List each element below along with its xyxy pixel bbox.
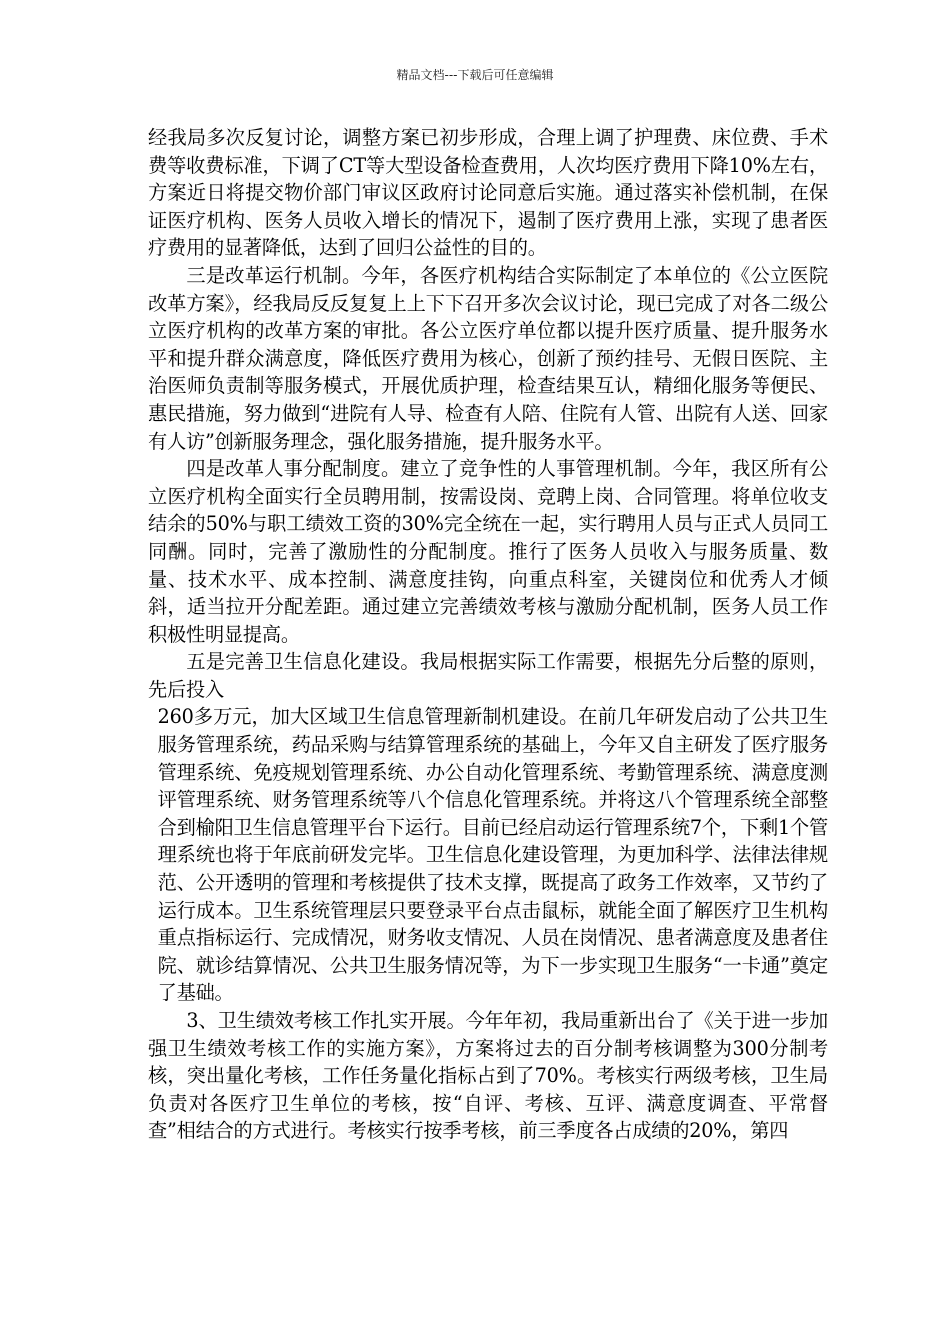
paragraph: 经我局多次反复讨论，调整方案已初步形成，合理上调了护理费、床位费、手术费等收费标准，下调了CT等大型设备检查费用，人次均医疗费用下降10%左右，方案近日将提交物价部门审议区政府讨论同意后实施。通过落实补偿机制，在保证医疗机构、医务人员收入增长的情况下，遏制了医疗费用上涨，实现了患者医疗费用的显著降低，达到了回归公益性的目的。 [148, 126, 828, 260]
paragraph: 3、卫生绩效考核工作扎实开展。今年年初，我局重新出台了《关于进一步加强卫生绩效考核工作的实施方案》，方案将过去的百分制考核调整为300分制考核，突出量化考核，工作任务量化指标占到了70%。考核实行两级考核，卫生局负责对各医疗卫生单位的考核，按“自评、考核、互评、满意度调查、平常督查”相结合的方式进行。考核实行按季考核，前三季度各占成绩的20%，第四 [148, 1009, 828, 1143]
paragraph: 260多万元，加大区域卫生信息管理新制机建设。在前几年研发启动了公共卫生服务管理系统，药品采购与结算管理系统的基础上，今年又自主研发了医疗服务管理系统、免疫规划管理系统、办公自动化管理系统、考勤管理系统、满意度测评管理系统、财务管理系统等八个信息化管理系统。并将这八个管理系统全部整合到榆阳卫生信息管理平台下运行。目前已经启动运行管理系统7个，下剩1个管理系统也将于年底前研发完毕。卫生信息化建设管理，为更加科学、法律法律规范、公开透明的管理和考核提供了技术支撑，既提高了政务工作效率，又节约了运行成本。卫生系统管理层只要登录平台点击鼠标，就能全面了解医疗卫生机构重点指标运行、完成情况，财务收支情况、人员在岗情况、患者满意度及患者住院、就诊结算情况、公共卫生服务情况等，为下一步实现卫生服务“一卡通”奠定了基础。 [157, 705, 828, 1005]
paragraph: 四是改革人事分配制度。建立了竞争性的人事管理机制。今年，我区所有公立医疗机构全面实行全员聘用制，按需设岗、竞聘上岗、合同管理。将单位收支结余的50%与职工绩效工资的30%完全统在一起，实行聘用人员与正式人员同工同酬。同时，完善了激励性的分配制度。推行了医务人员收入与服务质量、数量、技术水平、成本控制、满意度挂钩，向重点科室，关键岗位和优秀人才倾斜，适当拉开分配差距。通过建立完善绩效考核与激励分配机制，医务人员工作积极性明显提高。 [148, 457, 828, 646]
paragraph: 五是完善卫生信息化建设。我局根据实际工作需要，根据先分后整的原则，先后投入 [148, 650, 828, 701]
paragraph: 三是改革运行机制。今年，各医疗机构结合实际制定了本单位的《公立医院改革方案》，经我局反反复复上上下下召开多次会议讨论，现已完成了对各二级公立医疗机构的改革方案的审批。各公立医疗单位都以提升医疗质量、提升服务水平和提升群众满意度，降低医疗费用为核心，创新了预约挂号、无假日医院、主治医师负责制等服务模式，开展优质护理，检查结果互认，精细化服务等便民、惠民措施，努力做到“进院有人导、检查有人陪、住院有人管、出院有人送、回家有人访”创新服务理念，强化服务措施，提升服务水平。 [148, 263, 828, 453]
page-header: 精品文档---下载后可任意编辑 [396, 68, 554, 82]
document-body [148, 124, 828, 1145]
